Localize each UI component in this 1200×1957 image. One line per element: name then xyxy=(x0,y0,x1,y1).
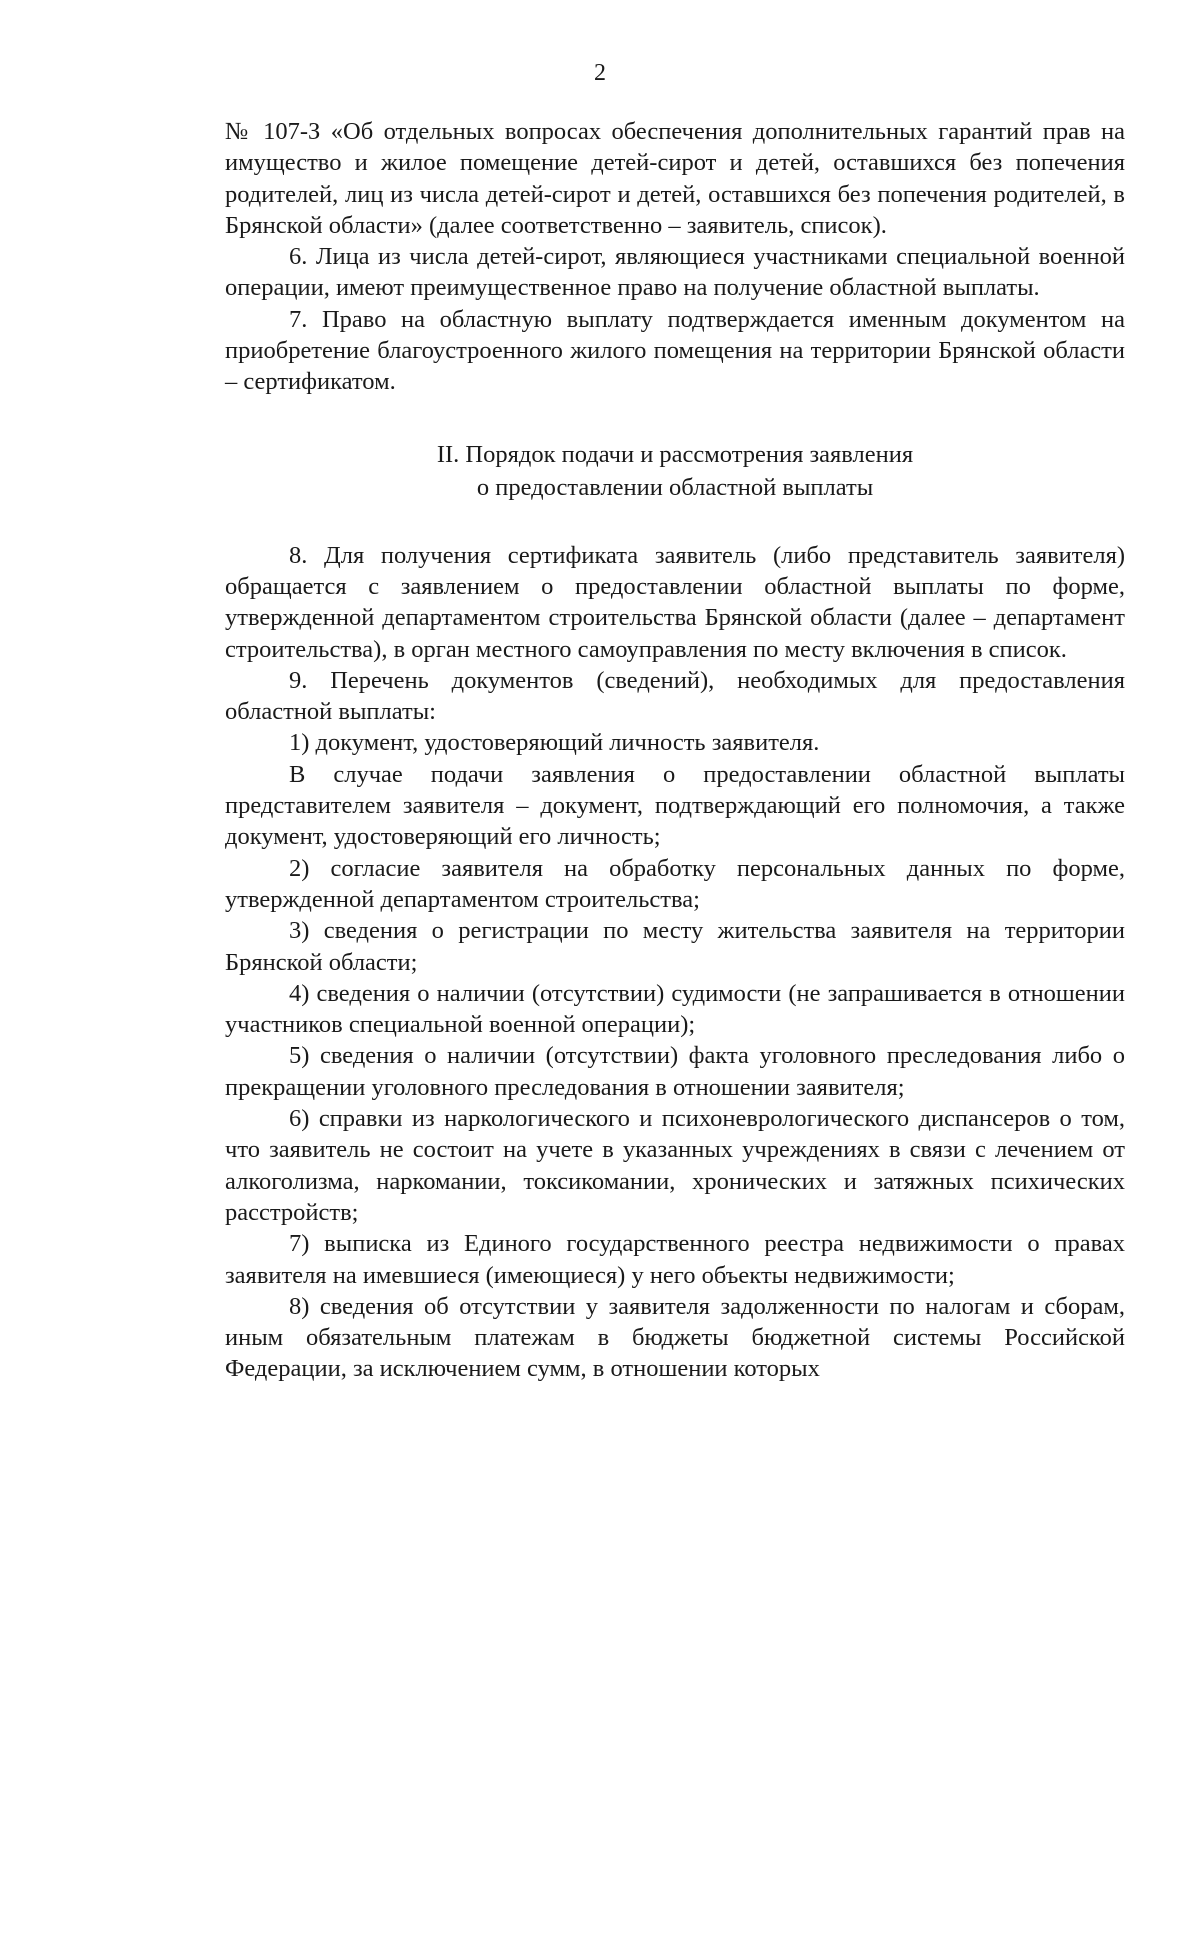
paragraph-9: 9. Перечень документов (сведений), необходимых для предоставления областной выплаты: xyxy=(225,666,1125,726)
list-item-5: 5) сведения о наличии (отсутствии) факта уголовного преследования либо о прекращении уголовного преследования в отношении заявителя; xyxy=(225,1042,1125,1101)
section-heading xyxy=(225,438,1125,504)
list-item-3: 3) сведения о регистрации по месту жительства заявителя на территории Брянской области; xyxy=(225,917,1125,976)
document-body xyxy=(225,116,1125,1385)
paragraph-law-reference: № 107-З «Об отдельных вопросах обеспечения дополнительных гарантий прав на имущество и жилое помещение детей-сирот и детей, оставшихся без попечения родителей, лиц из числа детей-сирот и детей, оставшихся без попечения родителей, в Брянской области» (далее соответственно – заявитель, список). xyxy=(225,118,1125,239)
list-item-7: 7) выписка из Единого государственного реестра недвижимости о правах заявителя на имевшиеся (имеющиеся) у него объекты недвижимости; xyxy=(225,1230,1125,1289)
section-heading-line-1: II. Порядок подачи и рассмотрения заявления xyxy=(436,440,914,468)
list-item-1-note: В случае подачи заявления о предоставлении областной выплаты представителем заявителя – документ, подтверждающий его полномочия, а также документ, удостоверяющий его личность; xyxy=(225,760,1125,851)
list-item-4: 4) сведения о наличии (отсутствии) судимости (не запрашивается в отношении участников специальной военной операции); xyxy=(225,979,1125,1039)
list-item-6: 6) справки из наркологического и психоневрологического диспансеров о том, что заявитель не состоит на учете в указанных учреждениях в связи с лечением от алкоголизма, наркомании, токсикомании, хронических и затяжных психических расстройств; xyxy=(225,1105,1125,1226)
page-number: 2 xyxy=(594,60,606,86)
paragraph-7: 7. Право на областную выплату подтверждается именным документом на приобретение благоустроенного жилого помещения на территории Брянской области – сертификатом. xyxy=(225,305,1125,396)
paragraph-6: 6. Лица из числа детей-сирот, являющиеся участниками специальной военной операции, имеют преимущественное право на получение областной выплаты. xyxy=(225,243,1125,302)
section-heading-line-2: о предоставлении областной выплаты xyxy=(476,473,874,501)
paragraph-8: 8. Для получения сертификата заявитель (либо представитель заявителя) обращается с заявлением о предоставлении областной выплаты по форме, утвержденной департаментом строительства Брянской области (далее – департамент строительства), в орган местного самоуправления по месту включения в список. xyxy=(225,541,1125,663)
list-item-8: 8) сведения об отсутствии у заявителя задолженности по налогам и сборам, иным обязательным платежам в бюджеты бюджетной системы Российской Федерации, за исключением сумм, в отношении которых xyxy=(225,1292,1125,1383)
list-item-1: 1) документ, удостоверяющий личность заявителя. xyxy=(289,729,820,757)
list-item-2: 2) согласие заявителя на обработку персональных данных по форме, утвержденной департаментом строительства; xyxy=(225,854,1125,913)
